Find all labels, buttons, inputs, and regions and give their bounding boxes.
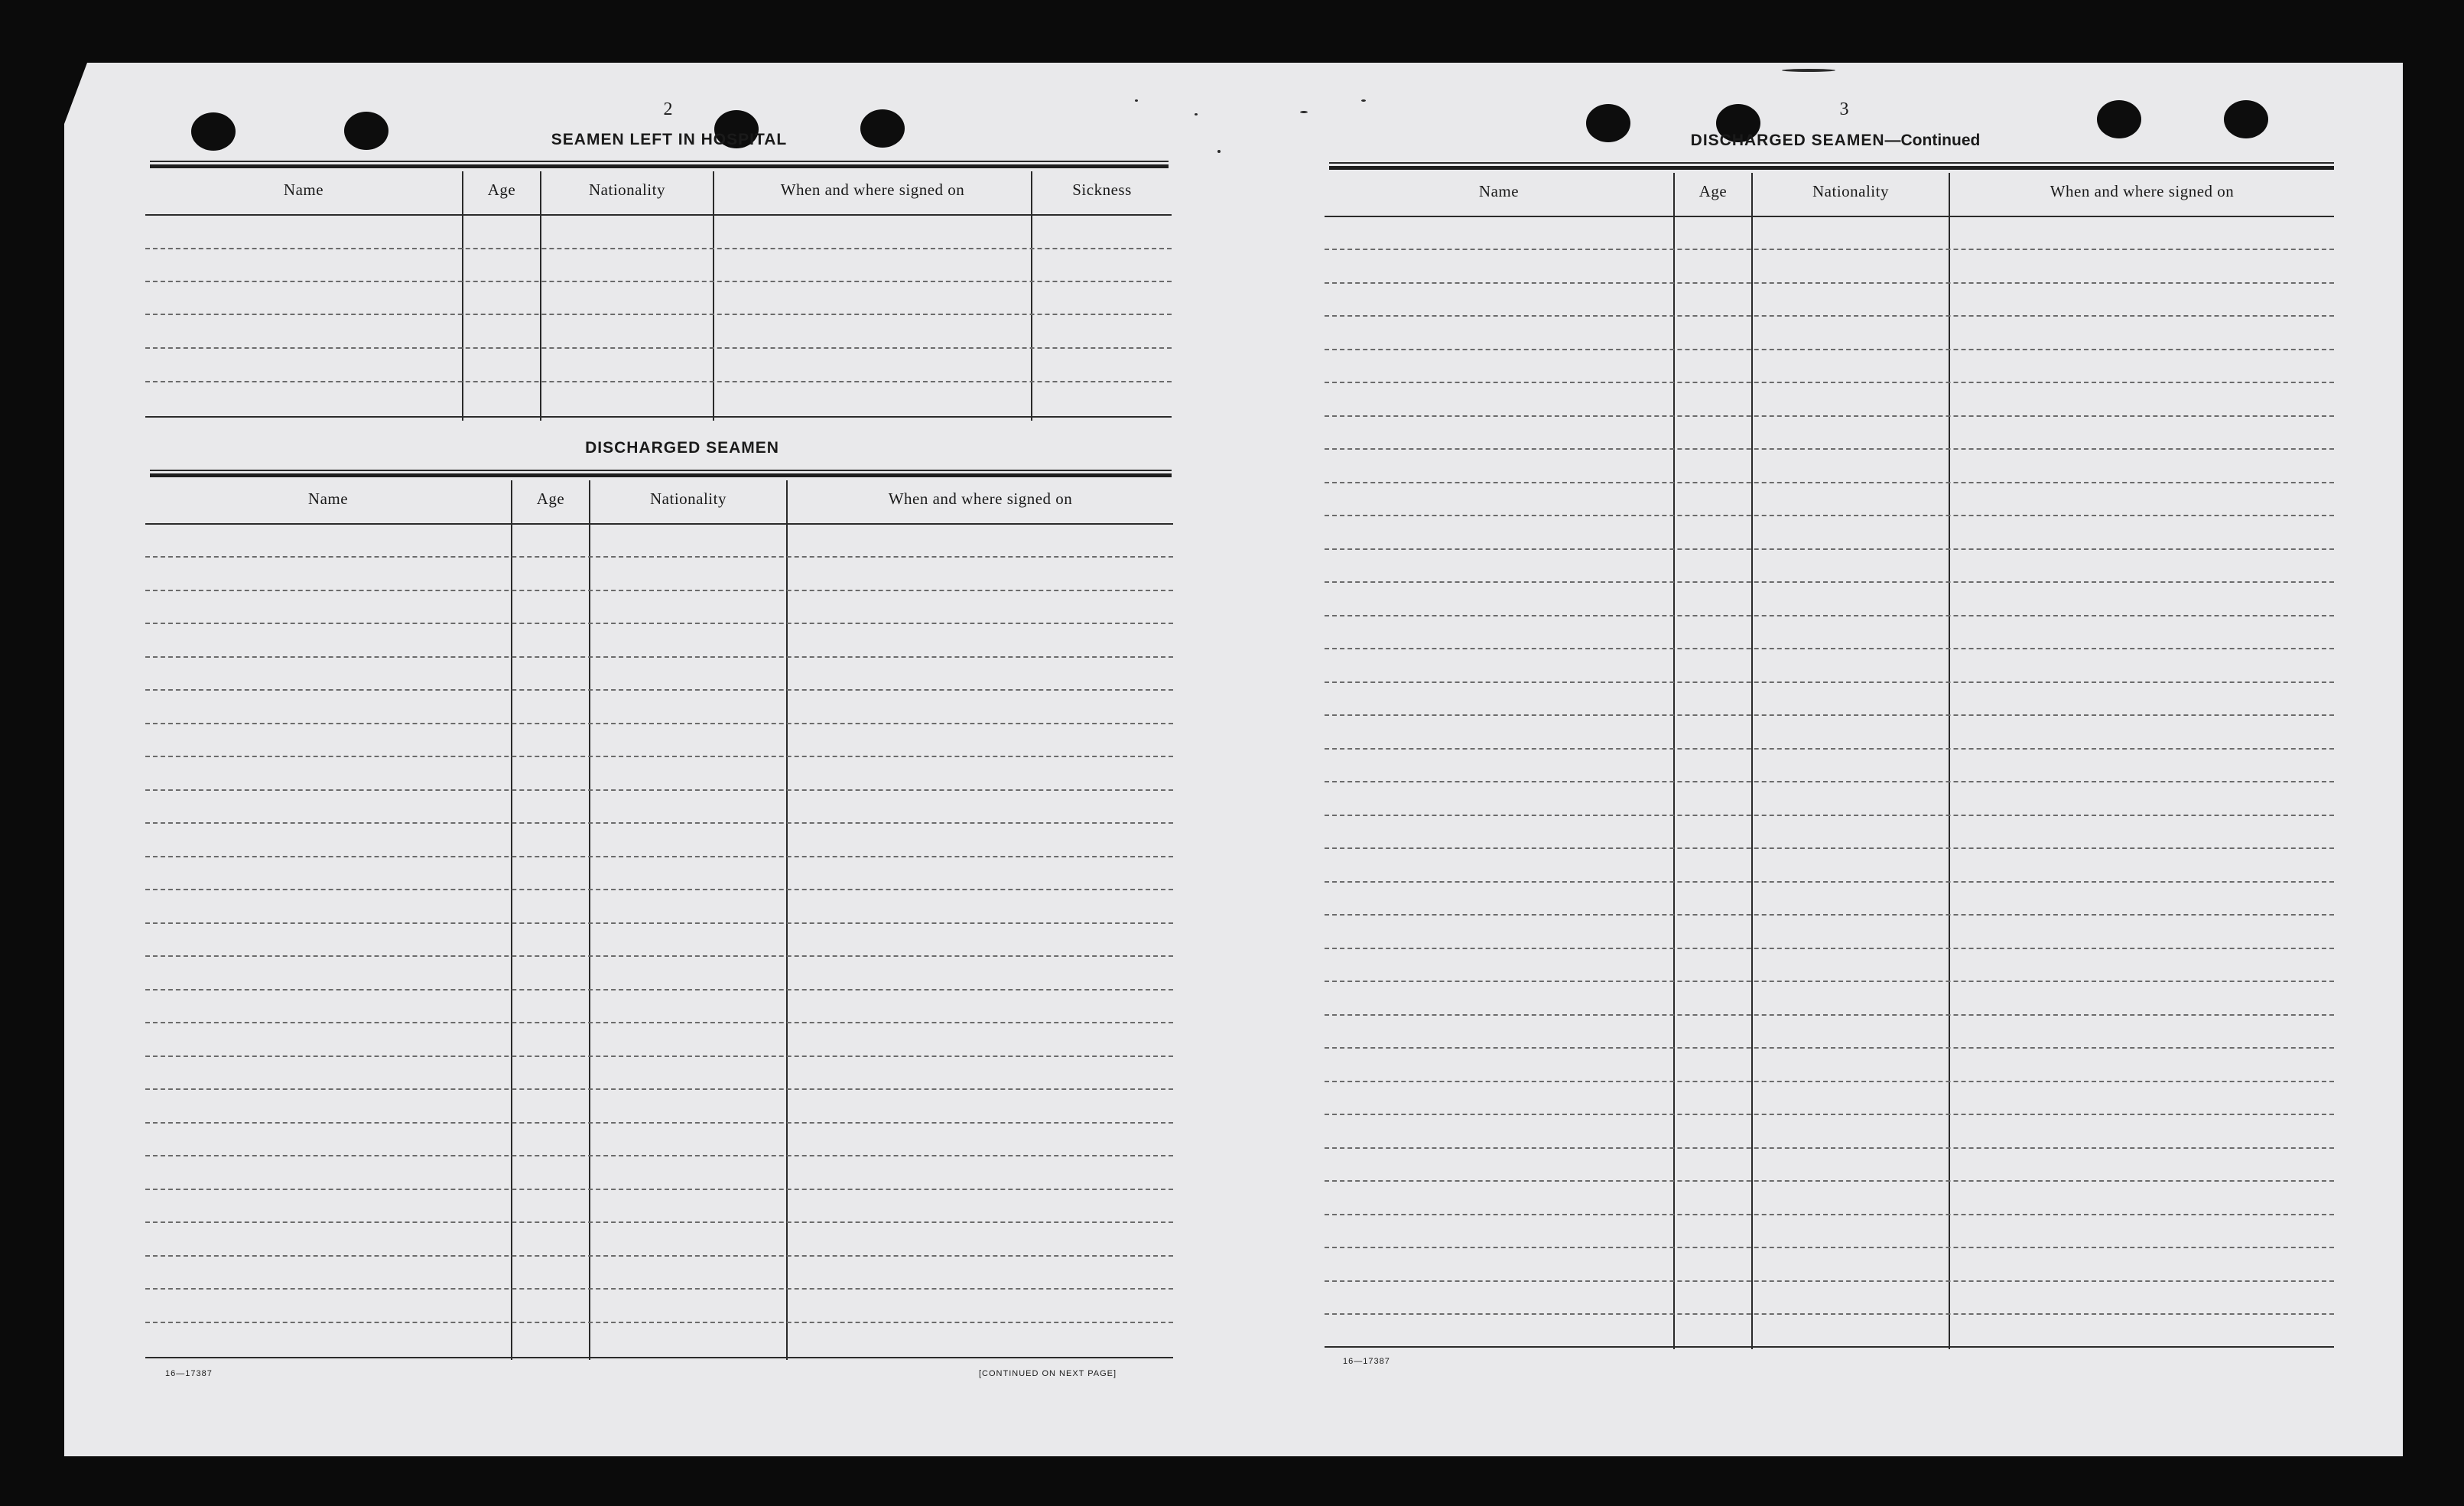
table-row <box>1325 1081 2334 1082</box>
table-row <box>145 1155 1173 1156</box>
hospital-table <box>145 171 1172 421</box>
table-row <box>1325 1014 2334 1016</box>
column-divider <box>589 480 590 1360</box>
form-number: 16—17387 <box>165 1369 213 1378</box>
table-row <box>1325 282 2334 284</box>
table-row <box>1325 1313 2334 1315</box>
table-row <box>1325 1114 2334 1115</box>
table-row <box>1325 1247 2334 1248</box>
table-row <box>1325 714 2334 716</box>
table-row <box>1325 748 2334 750</box>
column-header-when-where-signed-on: When and where signed on <box>888 490 1073 508</box>
form-number: 16—17387 <box>1343 1357 1390 1366</box>
table-bottom-rule <box>145 416 1172 418</box>
discharged-table <box>145 480 1173 1360</box>
column-header-when-where-signed-on: When and where signed on <box>2050 182 2235 200</box>
section-title-discharged-seamen-continued <box>1644 132 2027 150</box>
column-header-when-where-signed-on: When and where signed on <box>780 181 965 199</box>
table-row <box>1325 981 2334 982</box>
speck <box>1135 99 1138 102</box>
speck <box>1361 99 1366 102</box>
column-divider <box>1031 171 1032 421</box>
page-number: 2 <box>663 99 674 119</box>
table-row <box>145 1255 1173 1257</box>
table-row <box>145 1221 1173 1223</box>
column-header-nationality: Nationality <box>650 490 727 508</box>
section-title-main: DISCHARGED SEAMEN <box>1690 132 1885 149</box>
header-underline <box>145 214 1172 216</box>
title-rule <box>1329 162 2334 164</box>
speck <box>1195 113 1198 115</box>
column-divider <box>462 171 463 421</box>
section-title-discharged-seamen: DISCHARGED SEAMEN <box>585 439 779 457</box>
column-divider <box>786 480 788 1360</box>
column-header-sickness: Sickness <box>1072 181 1132 199</box>
punch-hole <box>2097 100 2141 138</box>
column-divider <box>713 171 714 421</box>
table-row <box>1325 382 2334 383</box>
table-row <box>145 1056 1173 1057</box>
table-row <box>1325 315 2334 317</box>
table-row <box>145 314 1172 315</box>
section-title-suffix: —Continued <box>1884 132 1981 149</box>
table-row <box>145 822 1173 824</box>
table-row <box>1325 482 2334 483</box>
table-row <box>1325 349 2334 350</box>
column-header-name: Name <box>283 181 324 199</box>
table-row <box>145 856 1173 857</box>
table-row <box>145 347 1172 349</box>
title-rule <box>150 470 1172 471</box>
table-row <box>1325 1147 2334 1149</box>
header-underline <box>1325 216 2334 217</box>
table-row <box>145 1022 1173 1023</box>
punch-hole <box>191 112 236 151</box>
punch-hole <box>344 112 388 150</box>
title-rule <box>150 161 1169 162</box>
page-number: 3 <box>1839 99 1850 119</box>
table-row <box>1325 548 2334 550</box>
table-row <box>1325 881 2334 883</box>
title-rule <box>150 164 1169 168</box>
column-header-nationality: Nationality <box>1812 182 1889 200</box>
table-row <box>145 623 1173 624</box>
table-row <box>145 1189 1173 1190</box>
title-rule <box>150 473 1172 477</box>
table-row <box>145 1088 1173 1090</box>
table-row <box>1325 581 2334 583</box>
column-divider <box>540 171 541 421</box>
table-row <box>145 248 1172 249</box>
table-row <box>1325 1180 2334 1182</box>
column-divider <box>511 480 512 1360</box>
table-row <box>1325 1214 2334 1215</box>
table-row <box>145 789 1173 791</box>
table-row <box>145 1322 1173 1323</box>
table-row <box>1325 648 2334 649</box>
speck <box>1217 150 1221 153</box>
table-row <box>145 656 1173 658</box>
table-row <box>145 1288 1173 1290</box>
table-row <box>1325 1280 2334 1282</box>
table-row <box>145 689 1173 691</box>
table-row <box>1325 847 2334 849</box>
table-row <box>145 723 1173 724</box>
table-row <box>1325 948 2334 949</box>
table-row <box>1325 249 2334 250</box>
continued-note: [CONTINUED ON NEXT PAGE] <box>979 1369 1117 1378</box>
column-header-name: Name <box>307 490 349 508</box>
table-row <box>1325 615 2334 616</box>
table-bottom-rule <box>145 1357 1173 1358</box>
table-row <box>145 281 1172 282</box>
table-row <box>1325 815 2334 816</box>
table-row <box>145 556 1173 558</box>
table-row <box>1325 415 2334 417</box>
column-header-age: Age <box>487 181 516 199</box>
table-bottom-rule <box>1325 1346 2334 1348</box>
punch-hole <box>1586 104 1630 142</box>
table-row <box>145 989 1173 990</box>
section-title-seamen-left-in-hospital: SEAMEN LEFT IN HOSPITAL <box>551 131 788 148</box>
title-rule <box>1329 166 2334 170</box>
table-row <box>145 381 1172 382</box>
table-row <box>145 590 1173 591</box>
speck <box>1782 69 1835 72</box>
punch-hole <box>2224 100 2268 138</box>
table-row <box>145 955 1173 957</box>
header-underline <box>145 523 1173 525</box>
table-row <box>145 1122 1173 1124</box>
table-row <box>1325 914 2334 916</box>
table-row <box>1325 448 2334 450</box>
table-row <box>1325 1047 2334 1049</box>
table-row <box>1325 781 2334 782</box>
speck <box>1300 111 1308 113</box>
column-header-age: Age <box>1698 182 1728 200</box>
discharged-continued-table <box>1325 173 2334 1349</box>
column-header-name: Name <box>1478 182 1520 200</box>
table-row <box>145 756 1173 757</box>
table-row <box>1325 515 2334 516</box>
column-header-age: Age <box>536 490 565 508</box>
table-row <box>145 922 1173 924</box>
table-row <box>145 889 1173 890</box>
column-header-nationality: Nationality <box>589 181 665 199</box>
table-row <box>1325 681 2334 683</box>
